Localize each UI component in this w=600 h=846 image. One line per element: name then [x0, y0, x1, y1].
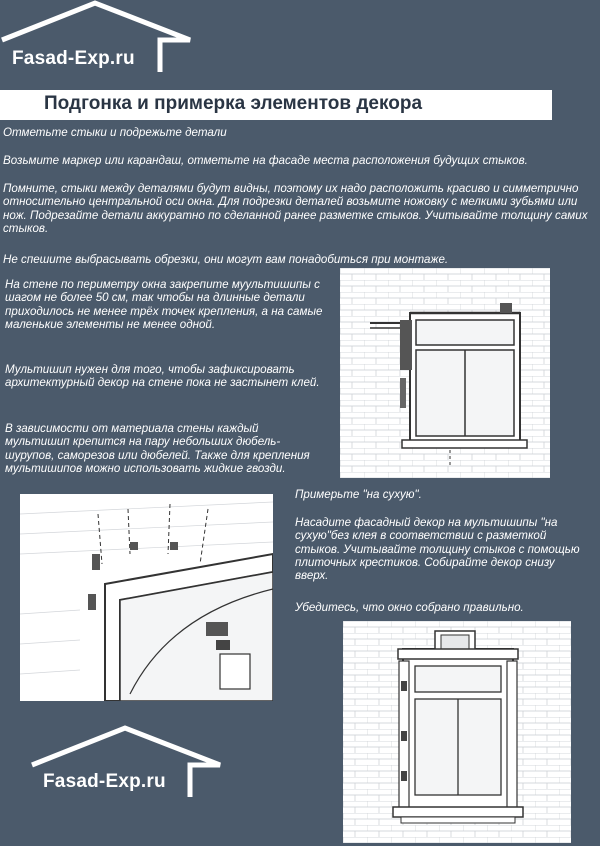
intro-paragraph-joints: Помните, стыки между деталями будут видны, поэтому их надо расположить красиво и симметрично относительно центральной оси окна. Для подрезки деталей возьмите ножовку с мелкими зубьями или нож. Подрезайте детали аккуратно по сделанной ранее разметке стыков. Учитывайте толщину самих стыков.: [3, 182, 588, 235]
top-logo[interactable]: [0, 0, 200, 80]
page-title: Подгонка и примерка элементов декора: [44, 93, 423, 114]
logo-text: Fasad-Exp.ru: [12, 48, 135, 69]
illustration-assembled-window: [343, 621, 571, 843]
logo-text: Fasad-Exp.ru: [43, 771, 166, 792]
left-paragraph-fastening: В зависимости от материала стены каждый мультишип крепится на пару небольших дюбель-шурупов, саморезов или дюбелей. Также для крепления мультишипов можно использовать жидкие гвозди.: [5, 422, 310, 475]
left-paragraph-purpose: Мультишип нужен для того, чтобы зафиксировать архитектурный декор на стене пока не застынет клей.: [5, 363, 320, 390]
bottom-logo[interactable]: [30, 725, 230, 805]
right-paragraph-check: Убедитесь, что окно собрано правильно.: [295, 601, 524, 614]
title-bar: [0, 90, 552, 120]
right-paragraph-assemble: Насадите фасадный декор на мультишипы "на сухую"без клея в соответствии с разметкой стыков. Учитывайте толщину стыков с помощью плиточных крестиков. Собирайте декор снизу вверх.: [295, 516, 580, 583]
right-paragraph-dry-fit: Примерьте "на сухую".: [295, 488, 422, 501]
illustration-window-spikes: [340, 268, 550, 478]
illustration-multispikes-perspective: [20, 494, 273, 701]
left-paragraph-multispikes: На стене по периметру окна закрепите муультишипы с шагом не более 50 см, так чтобы на длинные детали приходилось не менее трёх точек крепления, а на самые маленькие элементы не менее одной.: [5, 278, 323, 331]
house-roof-icon: [30, 725, 230, 805]
intro-paragraph-marker: Возьмите маркер или карандаш, отметьте на фасаде места расположения будущих стыков.: [3, 154, 528, 167]
intro-paragraph-scraps: Не спешите выбрасывать обрезки, они могут вам понадобиться при монтаже.: [3, 253, 449, 266]
intro-heading: Отметьте стыки и подрежьте детали: [3, 126, 227, 139]
